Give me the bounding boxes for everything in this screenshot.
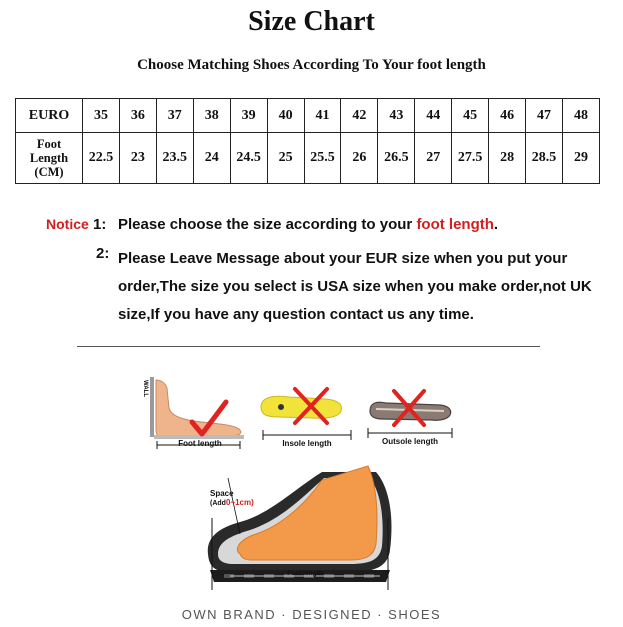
insole-length-diagram — [255, 385, 355, 453]
shoe-fit-diagram — [200, 458, 410, 598]
notice-item-2-text: Please Leave Message about your EUR size when you put your order,The size you select is USA size when you make order,not UK size,If you have any question contact us any time. — [118, 250, 592, 323]
foot-length-diagram — [140, 372, 250, 452]
page-title: Size Chart — [248, 6, 375, 37]
euro-size-cell: 45 — [452, 99, 489, 133]
foot-length-header-line: (CM) — [34, 165, 64, 179]
foot-length-cell: 29 — [562, 133, 599, 184]
euro-size-cell: 43 — [378, 99, 415, 133]
foot-in-shoe-icon — [200, 458, 410, 598]
big-foot-length-caption: Foot length — [287, 570, 323, 577]
space-value-range: 0~1cm) — [225, 498, 254, 507]
foot-length-cell: 23 — [119, 133, 156, 184]
notice-label: Notice — [46, 216, 89, 232]
euro-size-cell: 47 — [526, 99, 563, 133]
foot-length-cell: 28.5 — [526, 133, 563, 184]
euro-size-cell: 38 — [193, 99, 230, 133]
size-table — [15, 98, 600, 184]
euro-size-cell: 40 — [267, 99, 304, 133]
foot-length-header-line: Length — [29, 151, 69, 165]
euro-size-cell: 36 — [119, 99, 156, 133]
euro-size-cell: 46 — [489, 99, 526, 133]
notice-item-1-number: 1: — [93, 216, 107, 233]
foot-length-header-line: Foot — [36, 137, 62, 151]
foot-length-cell: 25 — [267, 133, 304, 184]
space-label: Space — [210, 489, 234, 498]
section-divider — [77, 346, 540, 347]
foot-length-cell: 28 — [489, 133, 526, 184]
space-value — [210, 498, 254, 507]
foot-length-cell: 26.5 — [378, 133, 415, 184]
euro-size-cell: 42 — [341, 99, 378, 133]
notice-item-1-text: Please choose the size according to your — [118, 216, 417, 233]
notice-item-1-end: . — [493, 216, 499, 233]
foot-length-cell: 23.5 — [156, 133, 193, 184]
euro-size-cell: 39 — [230, 99, 267, 133]
foot-length-cell: 27 — [415, 133, 452, 184]
foot-length-cell: 24 — [193, 133, 230, 184]
foot-length-header-cell — [16, 133, 83, 184]
foot-length-cell: 26 — [341, 133, 378, 184]
foot-length-cell: 25.5 — [304, 133, 341, 184]
brand-footer: OWN BRAND · DESIGNED · SHOES — [181, 607, 442, 622]
euro-header-cell: EURO — [16, 99, 83, 133]
euro-size-cell: 48 — [562, 99, 599, 133]
foot-length-row — [16, 133, 600, 184]
euro-size-cell: 41 — [304, 99, 341, 133]
insole-length-caption: Insole length — [282, 439, 332, 448]
notice-item-2-number: 2: — [96, 245, 110, 262]
notice-item-1-highlight: foot length — [416, 216, 494, 233]
euro-size-row — [16, 99, 600, 133]
page-subtitle: Choose Matching Shoes According To Your foot length — [137, 57, 486, 73]
euro-size-cell: 44 — [415, 99, 452, 133]
foot-length-cell: 27.5 — [452, 133, 489, 184]
wall-label: WALL — [142, 380, 148, 397]
outsole-length-caption: Outsole length — [382, 437, 438, 446]
foot-length-caption: Foot length — [178, 439, 222, 448]
euro-size-cell: 37 — [156, 99, 193, 133]
notice-item-1 — [118, 216, 498, 233]
space-value-prefix: (Add — [210, 500, 226, 507]
outsole-length-diagram — [362, 385, 457, 453]
foot-length-cell: 24.5 — [230, 133, 267, 184]
euro-size-cell: 35 — [83, 99, 120, 133]
foot-length-cell: 22.5 — [83, 133, 120, 184]
